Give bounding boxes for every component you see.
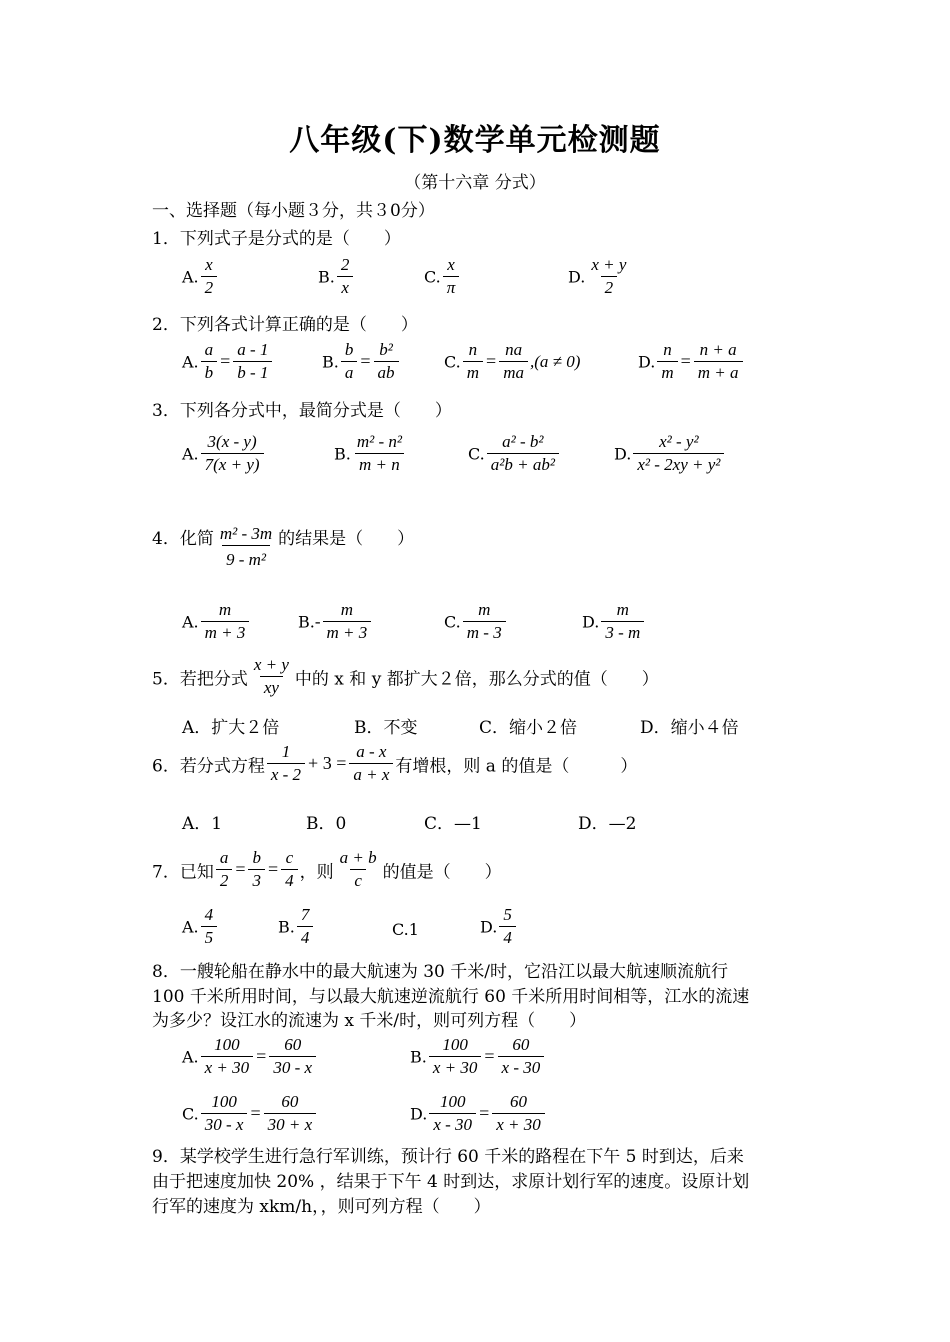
denominator: ma	[499, 361, 528, 383]
fraction	[267, 742, 305, 786]
option-label: C.	[468, 444, 485, 464]
equals-sign: =	[360, 351, 371, 372]
denominator: π	[443, 276, 460, 298]
option-label: A.	[182, 917, 199, 937]
fraction	[341, 340, 358, 384]
numerator: b	[252, 848, 261, 867]
numerator: m	[340, 600, 354, 619]
fraction	[463, 340, 483, 384]
q1-option-b[interactable]	[318, 255, 355, 299]
numerator: 60	[509, 1092, 527, 1111]
stem-prefix: 5．若把分式	[152, 669, 248, 690]
equals-sign: =	[479, 1103, 490, 1124]
q8-option-d[interactable]	[410, 1092, 547, 1136]
question-2-stem: 2．下列各式计算正确的是（ ）	[152, 315, 418, 335]
q2-option-b[interactable]	[322, 340, 401, 384]
question-9-line-1: 9．某学校学生进行急行军训练，预计行 60 千米的路程在下午 5 时到达，后来	[152, 1147, 744, 1167]
option-label: A.	[182, 444, 199, 464]
numerator: 60	[281, 1092, 299, 1111]
option-label: D.	[568, 267, 586, 287]
q6-option-c[interactable]: C．—1	[424, 814, 482, 834]
numerator: a	[219, 848, 229, 867]
numerator: c	[285, 848, 294, 867]
fraction	[349, 742, 393, 786]
numerator: a - x	[356, 742, 387, 761]
denominator: 9 - m²	[222, 545, 270, 570]
q4-option-b[interactable]	[298, 600, 373, 644]
stem-suffix: 的值是（ ）	[382, 862, 502, 883]
fraction	[429, 1092, 476, 1136]
equals-sign: =	[220, 351, 231, 372]
denominator: ab	[374, 361, 399, 383]
numerator: x	[447, 255, 455, 274]
fraction	[429, 1035, 482, 1079]
denominator: m	[463, 361, 483, 383]
fraction	[337, 255, 354, 299]
q8-option-a[interactable]	[182, 1035, 318, 1079]
q4-option-d[interactable]	[582, 600, 646, 644]
numerator: 100	[211, 1092, 237, 1111]
question-4-stem	[152, 524, 414, 571]
denominator: m + n	[355, 453, 404, 475]
question-5-stem	[152, 655, 659, 699]
denominator: b	[201, 361, 218, 383]
numerator: a² - b²	[502, 432, 544, 451]
denominator: m + 3	[201, 621, 250, 643]
denominator: m - 3	[463, 621, 506, 643]
fraction	[657, 340, 677, 384]
fraction	[633, 432, 724, 476]
stem-suffix: 的结果是（ ）	[278, 529, 415, 549]
condition: ,(a ≠ 0)	[529, 351, 581, 371]
q5-option-b[interactable]: B．不变	[354, 718, 418, 738]
numerator: x² - y²	[659, 432, 699, 451]
numerator: n	[468, 340, 478, 359]
question-9-line-3: 行军的速度为 xkm/h，，则可列方程（ ）	[152, 1197, 491, 1217]
numerator: a - 1	[237, 340, 269, 359]
denominator: 2	[216, 869, 233, 891]
q4-option-a[interactable]	[182, 600, 251, 644]
option-label: D.	[582, 612, 600, 632]
fraction	[297, 905, 314, 949]
section-heading: 一、选择题（每小题３分，共３0分）	[152, 201, 435, 221]
numerator: n	[663, 340, 672, 359]
q6-option-b[interactable]: B．0	[306, 814, 347, 834]
numerator: x + y	[591, 255, 627, 274]
equals-sign: =	[484, 1046, 495, 1067]
numerator: x + y	[253, 655, 289, 674]
stem-connector: ，则	[299, 862, 334, 883]
denominator: a + x	[349, 763, 393, 785]
fraction	[264, 1092, 317, 1136]
equals-sign: =	[267, 859, 279, 880]
fraction	[463, 600, 506, 644]
denominator: x	[337, 276, 353, 298]
option-label: B.	[334, 444, 351, 464]
numerator: 60	[284, 1035, 302, 1054]
fraction	[499, 340, 528, 384]
equals-sign: =	[256, 1046, 267, 1067]
fraction	[201, 905, 218, 949]
question-9-line-2: 由于把速度加快 20% ，结果于下午 4 时到达，求原计划行军的速度。设原计划	[152, 1172, 750, 1192]
option-label: A.	[182, 267, 199, 287]
denominator: x² - 2xy + y²	[633, 453, 724, 475]
numerator: 100	[214, 1035, 240, 1054]
option-label: B.	[410, 1047, 427, 1067]
fraction	[201, 432, 264, 476]
denominator: x + 30	[201, 1056, 254, 1078]
denominator: 30 + x	[264, 1113, 317, 1135]
denominator: 3 - m	[601, 621, 644, 643]
numerator: 2	[340, 255, 350, 274]
fraction	[216, 524, 276, 571]
denominator: 4	[297, 926, 314, 948]
denominator: x + 30	[429, 1056, 482, 1078]
fraction	[201, 255, 218, 299]
fraction	[336, 848, 381, 892]
q3-option-a[interactable]	[182, 432, 266, 476]
numerator: n + a	[699, 340, 737, 359]
fraction	[201, 600, 250, 644]
sign: -	[314, 611, 321, 631]
option-label: A.	[182, 352, 199, 372]
fraction	[499, 905, 516, 949]
q2-option-c[interactable]	[444, 340, 580, 384]
q2-option-d[interactable]	[638, 340, 745, 384]
fraction	[216, 848, 233, 892]
denominator: 30 - x	[201, 1113, 248, 1135]
question-3-stem: 3．下列各分式中，最简分式是（ ）	[152, 401, 452, 421]
numerator: m	[478, 600, 491, 619]
equals-sign: =	[486, 351, 497, 372]
numerator: 100	[439, 1092, 466, 1111]
option-label: C.	[424, 267, 441, 287]
fraction	[201, 1092, 248, 1136]
fraction	[269, 1035, 316, 1079]
fraction	[587, 255, 630, 299]
numerator: m² - n²	[356, 432, 402, 451]
q3-option-c[interactable]	[468, 432, 561, 476]
denominator: a	[341, 361, 358, 383]
numerator: 60	[512, 1035, 530, 1054]
q6-option-d[interactable]: D．—2	[578, 814, 637, 834]
q6-option-a[interactable]: A．1	[182, 814, 223, 834]
numerator: x	[205, 255, 213, 274]
question-8-line-3: 为多少？设江水的流速为 x 千米/时，则可列方程（ ）	[152, 1011, 587, 1031]
fraction	[601, 600, 644, 644]
numerator: m	[218, 600, 232, 619]
q7-option-c[interactable]: C.1	[392, 920, 419, 939]
q1-option-a[interactable]	[182, 255, 219, 299]
denominator: 4	[281, 869, 298, 891]
fraction	[233, 340, 272, 384]
fraction	[323, 600, 372, 644]
option-label: C.	[444, 612, 461, 632]
q7-option-a[interactable]	[182, 905, 219, 949]
denominator: 2	[601, 276, 618, 298]
page-title: 八年级(下)数学单元检测题	[289, 123, 661, 158]
denominator: 7(x + y)	[201, 453, 264, 475]
numerator: 4	[204, 905, 214, 924]
q8-option-c[interactable]	[182, 1092, 318, 1136]
fraction	[374, 340, 399, 384]
question-8-line-2: 100 千米所用时间，与以最大航速逆流航行 60 千米所用时间相等，江水的流速	[152, 987, 750, 1007]
fraction	[201, 340, 218, 384]
fraction	[248, 848, 265, 892]
stem-suffix: 中的 x 和 y 都扩大２倍，那么分式的值（ ）	[294, 669, 659, 690]
option-label: B.	[278, 917, 295, 937]
numerator: 3(x - y)	[207, 432, 257, 451]
option-label: B.	[318, 267, 335, 287]
stem-prefix: 6．若分式方程	[152, 756, 265, 777]
q3-option-b[interactable]	[334, 432, 408, 476]
q3-option-d[interactable]	[614, 432, 726, 476]
q7-option-d[interactable]	[480, 905, 518, 949]
denominator: m	[657, 361, 677, 383]
numerator: b²	[379, 340, 393, 359]
question-7-stem	[152, 848, 502, 892]
denominator: x - 2	[267, 763, 305, 785]
fraction	[694, 340, 743, 384]
page-subtitle: （第十六章 分式）	[404, 173, 546, 193]
fraction	[498, 1035, 545, 1079]
denominator: 3	[248, 869, 265, 891]
denominator: 5	[201, 926, 218, 948]
denominator: b - 1	[233, 361, 272, 383]
denominator: m + a	[694, 361, 743, 383]
q2-option-a[interactable]	[182, 340, 274, 384]
q7-option-b[interactable]	[278, 905, 315, 949]
fraction	[353, 432, 406, 476]
denominator: 30 - x	[269, 1056, 316, 1078]
denominator: a²b + ab²	[487, 453, 559, 475]
denominator: 4	[499, 926, 516, 948]
option-label: C.	[444, 352, 461, 372]
numerator: b	[344, 340, 354, 359]
question-6-stem	[152, 742, 637, 786]
option-label: C.	[182, 1104, 199, 1124]
numerator: 100	[442, 1035, 468, 1054]
equals-sign: =	[235, 859, 246, 880]
stem-suffix: 有增根，则 a 的值是（ ）	[395, 756, 638, 777]
numerator: 5	[503, 905, 512, 924]
question-8-line-1: 8．一艘轮船在静水中的最大航速为 30 千米/时，它沿江以最大航速顺流航行	[152, 962, 728, 982]
question-1-stem: 1．下列式子是分式的是（ ）	[152, 229, 401, 249]
stem-prefix: 7．已知	[152, 862, 214, 883]
q1-option-d[interactable]	[568, 255, 632, 299]
numerator: na	[505, 340, 523, 359]
numerator: m	[616, 600, 629, 619]
numerator: 1	[281, 742, 291, 761]
equals-sign: =	[250, 1103, 261, 1124]
fraction	[201, 1035, 254, 1079]
denominator: c	[350, 869, 366, 891]
option-label: A.	[182, 612, 199, 632]
denominator: x + 30	[492, 1113, 545, 1135]
q4-option-c[interactable]	[444, 600, 508, 644]
denominator: x - 30	[498, 1056, 545, 1078]
option-label: D.	[410, 1104, 428, 1124]
option-label: D.	[614, 444, 632, 464]
equals-sign: =	[680, 351, 691, 372]
denominator: 2	[201, 276, 218, 298]
q8-option-b[interactable]	[410, 1035, 546, 1079]
fraction	[492, 1092, 545, 1136]
numerator: a	[204, 340, 214, 359]
plus-three-equals: + 3 =	[308, 753, 347, 774]
stem-prefix: 4．化简	[152, 529, 214, 549]
denominator: xy	[260, 676, 283, 698]
q5-option-a[interactable]: A．扩大２倍	[182, 718, 280, 738]
option-label: D.	[480, 917, 498, 937]
q5-option-c[interactable]: C．缩小２倍	[479, 718, 578, 738]
option-label: B.	[322, 352, 339, 372]
denominator: x - 30	[429, 1113, 476, 1135]
option-label: B.	[298, 612, 315, 632]
numerator: m² - 3m	[219, 524, 273, 543]
fraction	[250, 655, 293, 699]
option-label: D.	[638, 352, 656, 372]
denominator: m + 3	[323, 621, 372, 643]
numerator: a + b	[339, 848, 377, 867]
fraction	[281, 848, 298, 892]
fraction	[487, 432, 559, 476]
q1-option-c[interactable]	[424, 255, 461, 299]
numerator: 7	[300, 905, 310, 924]
q5-option-d[interactable]: D．缩小４倍	[640, 718, 739, 738]
option-label: A.	[182, 1047, 199, 1067]
fraction	[443, 255, 460, 299]
